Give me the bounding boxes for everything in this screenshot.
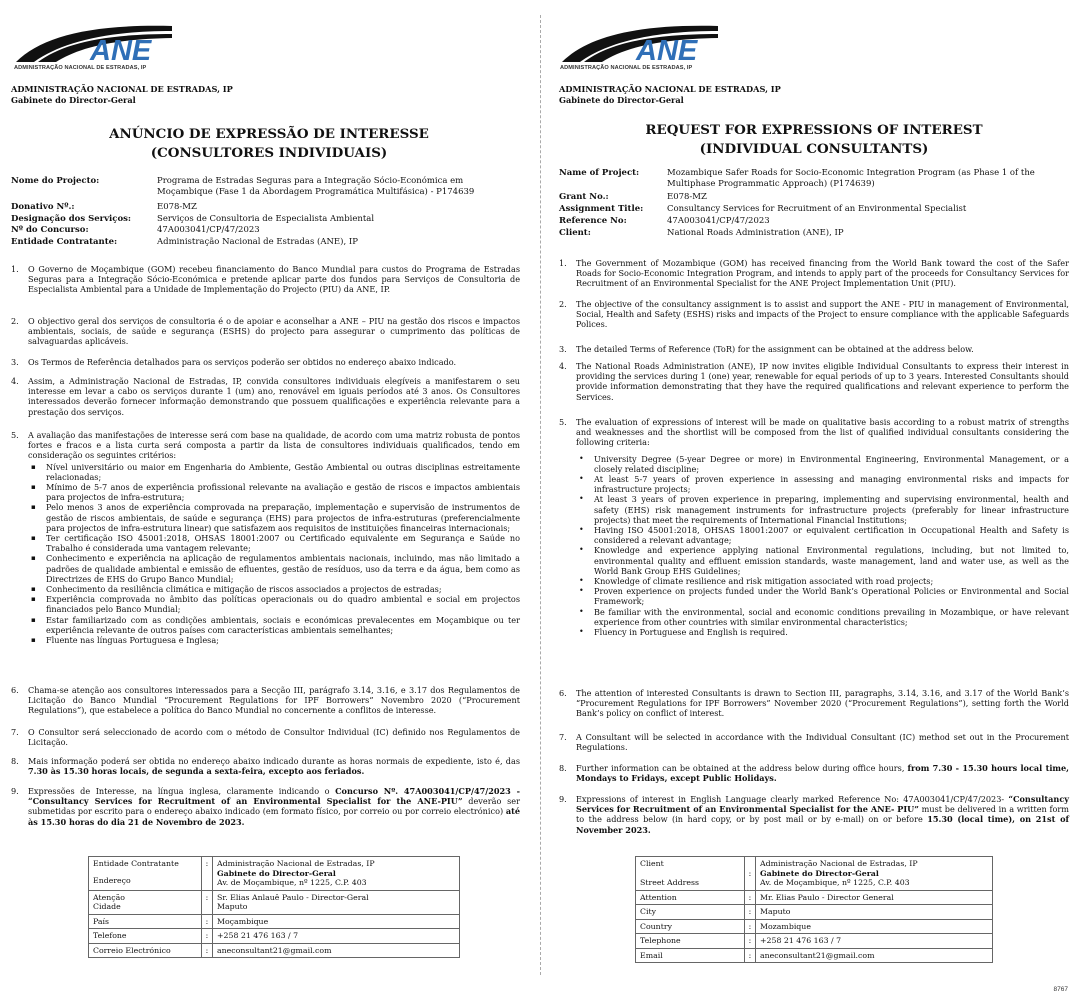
list-item: • Proven experience on projects funded under the World Bank’s Operational Policies or Environmental and Social Framework; (576, 586, 1069, 606)
phone-value: +258 21 476 163 / 7 (213, 929, 460, 944)
list-item: • At least 3 years of proven experience in preparing, implementing and supervising environmental, health and safety (EHS) risk management instruments for infrastructure projects (preferably for linear infrastructure projects) that meet the requirements of International Financial Institutions; (576, 494, 1069, 525)
org-name: ADMINISTRAÇÃO NACIONAL DE ESTRADAS, IP (11, 84, 233, 94)
logo-subtitle: ADMINISTRAÇÃO NACIONAL DE ESTRADAS, IP (560, 65, 693, 71)
paragraph-4: 4. The National Roads Administration (ANE), IP now invites eligible Individual Consultants to express their interest in providing the services during 1 (one) year, renewable for equal periods of up to 3 years. Interested Consultants should provide information demonstrating that they have the required qualifications and relevant experience to perform the Services. (559, 361, 1069, 402)
org-name: ADMINISTRAÇÃO NACIONAL DE ESTRADAS, IP (559, 84, 781, 94)
title-line-1: ANÚNCIO DE EXPRESSÃO DE INTERESSE (109, 126, 429, 142)
client-line: Gabinete do Director-Geral (760, 868, 879, 878)
logo-brand: ANE (636, 35, 698, 66)
paragraph-2: 2. The objective of the consultancy assignment is to assist and support the ANE - PIU in management of Environmental, Social, Health and Safety (ESHS) risks and impacts of the Project to ensure compliance with the applicable Safeguards Polices. (559, 299, 1070, 330)
title-line-1: REQUEST FOR EXPRESSIONS OF INTEREST (645, 122, 983, 138)
city-label: Cidade (93, 902, 121, 911)
meta-value: Consultancy Services for Recruitment of an Environmental Specialist (667, 204, 967, 214)
column-divider (540, 15, 541, 975)
paragraph-5: 5. The evaluation of expressions of interest will be made on qualitative basis according to a robust matrix of strengths and weaknesses and the shortlist will be composed from the list of qualified individual consultants considering the following criteria: • University Degree (5-year Degree or more) in Environmental Engineering, Environmental Management, or a closely related discipline; • At least 5-7 years of proven experience in assessing and managing environmental risks and impacts for infrastructure projects; • At least 3 years of proven experience in preparing, implementing and supervising environmental, health and safety (EHS) risk management instruments for infrastructure projects (preferably for linear infrastructure projects) that meet the requirements of International Financial Institutions; • Having ISO 45001:2018, OHSAS 18001:2007 or equivalent certification in Occupational Health and Safety is considered a relevant advantage; • Knowledge and experience applying national Environmental regulations, including, but not limited to, environmental quality and effluent emission standards, waste management, land and water use, as well as the World Bank Group EHS Guidelines; • Knowledge of climate resilience and risk mitigation associated with road projects; • Proven experience on projects funded under the World Bank’s Operational Policies or Environmental and Social Framework; • Be familiar with the environmental, social and economic conditions prevailing in Mozambique, or have relevant experience from other countries with similar environmental characteristics; • Fluency in Portuguese and English is required. (559, 417, 1069, 637)
email-label: Correio Electrónico (89, 943, 202, 958)
paragraph-5: 5. A avaliação das manifestações de interesse será com base na qualidade, de acordo com uma matriz robusta de pontos fortes e fracos e a lista curta será composta a partir da lista de consultores individuais qualificados, tendo em consideração os seguintes critérios: ▪ Nível universitário ou maior em Engenharia do Ambiente, Gestão Ambiental ou outras disciplinas estreitamente relacionadas; ▪ Mínimo de 5-7 anos de experiência profissional relevante na avaliação e gestão de riscos e impactos ambientais para projectos de infra-estrutura; ▪ Pelo menos 3 anos de experiência comprovada na preparação, implementação e supervisão de instrumentos de gestão de riscos ambientais, de saúde e segurança (EHS) para projectos de infra-estruturas (preferencialmente para projectos de infra-estrutura linear) que satisfazem aos requisitos de instituições financeiras internacionais; ▪ Ter certificação ISO 45001:2018, OHSAS 18001:2007 ou Certificado equivalente em Segurança e Saúde no Trabalho é considerada uma vantagem relevante; ▪ Conhecimento e experiência na aplicação de regulamentos ambientais nacionais, incluindo, mas não limitado a padrões de qualidade ambiental e emissão de efluentes, gestão de resíduos, uso da terra e da água, bem como as Directrizes de EHS do Grupo Banco Mundial; ▪ Conhecimento da resiliência climática e mitigação de riscos associados a projectos de estradas; ▪ Experiência comprovada no âmbito das políticas operacionais ou do quadro ambiental e social em projectos financiados pelo Banco Mundial; ▪ Estar familiarizado com as condições ambientais, sociais e económicas prevalecentes em Moçambique ou ter experiência relevante de outros países com características ambientais semelhantes; ▪ Fluente nas línguas Portuguesa e Inglesa; (11, 430, 520, 645)
paragraph-6: 6. The attention of interested Consultants is drawn to Section III, paragraphs, 3.14, 3.16, and 3.17 of the World Bank’s “Procurement Regulations for IPF Borrowers” November 2020 (“Procurement Regulations”), setting forth the World Bank’s policy on conflict of interest. (559, 688, 1069, 719)
list-item: ▪ Fluente nas línguas Portuguesa e Inglesa; (28, 635, 520, 645)
entity-label: Entidade Contratante (93, 859, 179, 868)
notice-title (548, 121, 1080, 159)
list-item: ▪ Conhecimento da resiliência climática e mitigação de riscos associados a projectos de estradas; (28, 584, 520, 594)
logo-brand: ANE (90, 35, 152, 66)
contact-table: Client Street Address : Administração Nacional de Estradas, IP Gabinete do Director-Geral Av. de Moçambique, nº 1225, C.P. 403 Attention : Mr. Elias Paulo - Director General City : Maputo Country : Mozambique Telephone : +258 21 476 163 / 7 Email : aneconsultant21@gmail.com (635, 856, 993, 963)
client-line: Administração Nacional de Estradas, IP (760, 859, 918, 868)
list-item: ▪ Nível universitário ou maior em Engenharia do Ambiente, Gestão Ambiental ou outras disciplinas estreitamente relacionadas; (28, 462, 520, 482)
list-item: • Be familiar with the environmental, social and economic conditions prevailing in Mozambique, or have relevant experience from other countries with similar environmental characteristics; (576, 607, 1069, 627)
paragraph-9: 9. Expressões de Interesse, na língua inglesa, claramente indicando o Concurso Nº. 47A003041/CP/47/2023 - “Consultancy Services for Recruitment of an Environmental Specialist for the ANE-PIU” deverão ser submetidas por escrito para o endereço abaixo indicado (em formato físico, por correio ou por correio electrónico) até às 15.30 horas do dia 21 de Novembro de 2023. (11, 786, 520, 827)
city-value: Maputo (756, 905, 993, 920)
meta-value: National Roads Administration (ANE), IP (667, 228, 844, 238)
paragraph-9: 9. Expressions of interest in English Language clearly marked Reference No: 47A003041/CP/47/2023- “Consultancy Services for Recruitment of an Environmental Specialist for the ANE- PIU” must be delivered in a written form to the address below (in hard copy, or by post mail or by e-mail) on or before 15.30 (local time), on 21st of November 2023. (559, 794, 1069, 835)
meta-value: Administração Nacional de Estradas (ANE), IP (157, 236, 358, 247)
email-value[interactable]: aneconsultant21@gmail.com (213, 943, 460, 958)
paragraph-4: 4. Assim, a Administração Nacional de Estradas, IP, convida consultores individuais elegíveis a manifestarem o seu interesse em levar a cabo os serviços durante 1 (um) ano, renovável em iguais períodos até 3 anos. Os Consultores interessados deverão fornecer informação demonstrando que possuem qualificações e experiência relevante para a prestação dos serviços. (11, 376, 520, 417)
phone-value: +258 21 476 163 / 7 (756, 934, 993, 949)
org-office: Gabinete do Director-Geral (559, 94, 684, 105)
meta-key: Nome do Projecto: (11, 176, 100, 186)
country-label: Country (636, 919, 745, 934)
city-value: Maputo (217, 902, 248, 911)
meta-value: E078-MZ (667, 192, 707, 202)
paragraph-2: 2. O objectivo geral dos serviços de consultoria é o de apoiar e aconselhar a ANE – PIU na gestão dos riscos e impactos ambientais, sociais, de saúde e segurança (ESHS) do projecto para assegurar o cumprimento das políticas de salvaguardas aplicáveis. (11, 316, 520, 347)
org-header (11, 84, 233, 105)
entity-line: Gabinete do Director-Geral (217, 868, 336, 878)
list-item: ▪ Ter certificação ISO 45001:2018, OHSAS 18001:2007 ou Certificado equivalente em Segurança e Saúde no Trabalho é considerada uma vantagem relevante; (28, 533, 520, 553)
meta-key: Nº do Concurso: (11, 225, 89, 235)
attention-value: Mr. Elias Paulo - Director General (756, 890, 993, 905)
entity-line: Av. de Moçambique, nº 1225, C.P. 403 (217, 878, 367, 887)
paragraph-3: 3. Os Termos de Referência detalhados para os serviços poderão ser obtidos no endereço abaixo indicado. (11, 357, 457, 367)
list-item: ▪ Mínimo de 5-7 anos de experiência profissional relevante na avaliação e gestão de riscos e impactos ambientais para projectos de infra-estrutura; (28, 482, 520, 502)
paragraph-1: 1. The Government of Mozambique (GOM) has received financing from the World Bank toward the cost of the Safer Roads for Socio-Economic Integration Program, and intends to apply part of the proceeds for Consultancy Services for Recruitment of an Environmental Specialist for the ANE Project Implementation Unit (PIU). (559, 258, 1069, 289)
paragraph-8: 8. Mais informação poderá ser obtida no endereço abaixo indicado durante as horas normais de expediente, isto é, das 7.30 às 15.30 horas locais, de segunda a sexta-feira, excepto aos feriados. (11, 756, 520, 777)
city-label: City (636, 905, 745, 920)
meta-value: Mozambique Safer Roads for Socio-Economic Integration Program (as Phase 1 of the Multiphase Programmatic Approach) (P174639) (667, 168, 1035, 189)
meta-value: Serviços de Consultoria de Especialista Ambiental (157, 213, 375, 224)
address-label: Endereço (93, 875, 131, 885)
ane-logo (12, 22, 182, 78)
org-office: Gabinete do Director-Geral (11, 94, 136, 105)
paragraph-7: 7. A Consultant will be selected in accordance with the Individual Consultant (IC) method set out in the Procurement Regulations. (559, 732, 1069, 753)
attention-label: Attention (636, 890, 745, 905)
paragraph-1: 1. O Governo de Moçambique (GOM) recebeu financiamento do Banco Mundial para custos do Programa de Estradas Seguras para a Integração Sócio-Económica e pretende aplicar parte dos fundos para Serviços de Consultoria de Especialista Ambiental para a Unidade de Implementação do Projecto (PIU) da ANE, IP. (11, 264, 520, 295)
list-item: • Fluency in Portuguese and English is required. (576, 627, 1069, 637)
meta-key: Grant No.: (559, 192, 609, 202)
meta-value: E078-MZ (157, 202, 197, 212)
paragraph-8: 8. Further information can be obtained at the address below during office hours, from 7.30 - 15.30 hours local time, Mondays to Fridays, except Public Holidays. (559, 763, 1069, 784)
client-label: Client (640, 859, 664, 868)
meta-value: 47A003041/CP/47/2023 (667, 216, 770, 226)
criteria-list (576, 454, 1069, 638)
logo-subtitle: ADMINISTRAÇÃO NACIONAL DE ESTRADAS, IP (14, 65, 147, 71)
meta-key: Assignment Title: (559, 204, 644, 214)
project-meta (11, 176, 519, 248)
attention-label: Atenção (93, 892, 125, 902)
attention-value: Sr. Elias Anlauê Paulo - Director-Geral (217, 892, 369, 902)
country-label: País (89, 914, 202, 929)
project-meta (559, 168, 1071, 240)
paragraph-7: 7. O Consultor será seleccionado de acordo com o método de Consultor Individual (IC) definido nos Regulamentos de Licitação. (11, 727, 520, 748)
meta-key: Entidade Contratante: (11, 236, 118, 247)
list-item: ▪ Estar familiarizado com as condições ambientais, sociais e económicas prevalecentes em Moçambique ou ter experiência relevante de outros países com características ambientais semelhantes; (28, 615, 520, 635)
phone-label: Telefone (89, 929, 202, 944)
list-item: ▪ Experiência comprovada no âmbito das políticas operacionais ou do quadro ambiental e social em projectos financiados pelo Banco Mundial; (28, 594, 520, 614)
country-value: Moçambique (213, 914, 460, 929)
meta-key: Name of Project: (559, 168, 640, 178)
title-line-2: (CONSULTORES INDIVIDUAIS) (150, 145, 388, 161)
meta-value: Programa de Estradas Seguras para a Integração Sócio-Económica em Moçambique (Fase 1 da Abordagem Programática Multifásica) - P174639 (157, 176, 475, 197)
meta-key: Client: (559, 228, 591, 238)
client-line: Av. de Moçambique, nº 1225, C.P. 403 (760, 878, 910, 887)
org-header (559, 84, 781, 105)
list-item: • University Degree (5-year Degree or more) in Environmental Engineering, Environmental Management, or a closely related discipline; (576, 454, 1069, 474)
list-item: • At least 5-7 years of proven experience in assessing and managing environmental risks and impacts for infrastructure projects; (576, 474, 1069, 494)
country-value: Mozambique (756, 919, 993, 934)
ane-logo-icon (558, 22, 728, 66)
meta-key: Donativo Nº.: (11, 202, 75, 212)
email-value[interactable]: aneconsultant21@gmail.com (756, 948, 993, 963)
page-number: 8767 (1053, 986, 1068, 993)
ane-logo-icon (12, 22, 182, 66)
contact-table: Entidade Contratante Endereço : Administração Nacional de Estradas, IP Gabinete do Director-Geral Av. de Moçambique, nº 1225, C.P. 403 Atenção Cidade : Sr. Elias Anlauê Paulo - Director-Geral Maputo País : Moçambique Telefone : +258 21 476 163 / 7 Correio Electrónico : aneconsultant21@gmail.com (88, 856, 460, 958)
list-item: • Knowledge of climate resilience and risk mitigation associated with road projects; (576, 576, 1069, 586)
title-line-2: (INDIVIDUAL CONSULTANTS) (699, 141, 929, 157)
notice-title (0, 125, 538, 163)
paragraph-3: 3. The detailed Terms of Reference (ToR) for the assignment can be obtained at the address below. (559, 344, 974, 354)
paragraph-6: 6. Chama-se atenção aos consultores interessados para a Secção III, parágrafo 3.14, 3.16, e 3.17 dos Regulamentos de Licitação do Banco Mundial “Procurement Regulations for IPF Borrowers” Novembro 2020 (“Procurement Regulations”), que estabelece a política do Banco Mundial no concernente a conflitos de interesse. (11, 685, 520, 716)
list-item: ▪ Conhecimento e experiência na aplicação de regulamentos ambientais nacionais, incluindo, mas não limitado a padrões de qualidade ambiental e emissão de efluentes, gestão de resíduos, uso da terra e da água, bem como as Directrizes de EHS do Grupo Banco Mundial; (28, 553, 520, 584)
phone-label: Telephone (636, 934, 745, 949)
ane-logo (558, 22, 728, 78)
list-item: ▪ Pelo menos 3 anos de experiência comprovada na preparação, implementação e supervisão de instrumentos de gestão de riscos ambientais, de saúde e segurança (EHS) para projectos de infra-estruturas (preferencialmente para projectos de infra-estrutura linear) que satisfazem aos requisitos de instituições financeiras internacionais; (28, 502, 520, 533)
entity-line: Administração Nacional de Estradas, IP (217, 859, 375, 868)
criteria-list (28, 462, 520, 646)
list-item: • Having ISO 45001:2018, OHSAS 18001:2007 or equivalent certification in Occupational Health and Safety is considered a relevant advantage; (576, 525, 1069, 545)
email-label: Email (636, 948, 745, 963)
street-label: Street Address (640, 877, 699, 887)
meta-key: Designação dos Serviços: (11, 213, 132, 224)
list-item: • Knowledge and experience applying national Environmental regulations, including, but not limited to, environmental quality and effluent emission standards, waste management, land and water use, as well as the World Bank Group EHS Guidelines; (576, 545, 1069, 576)
meta-key: Reference No: (559, 216, 627, 226)
meta-value: 47A003041/CP/47/2023 (157, 225, 260, 235)
